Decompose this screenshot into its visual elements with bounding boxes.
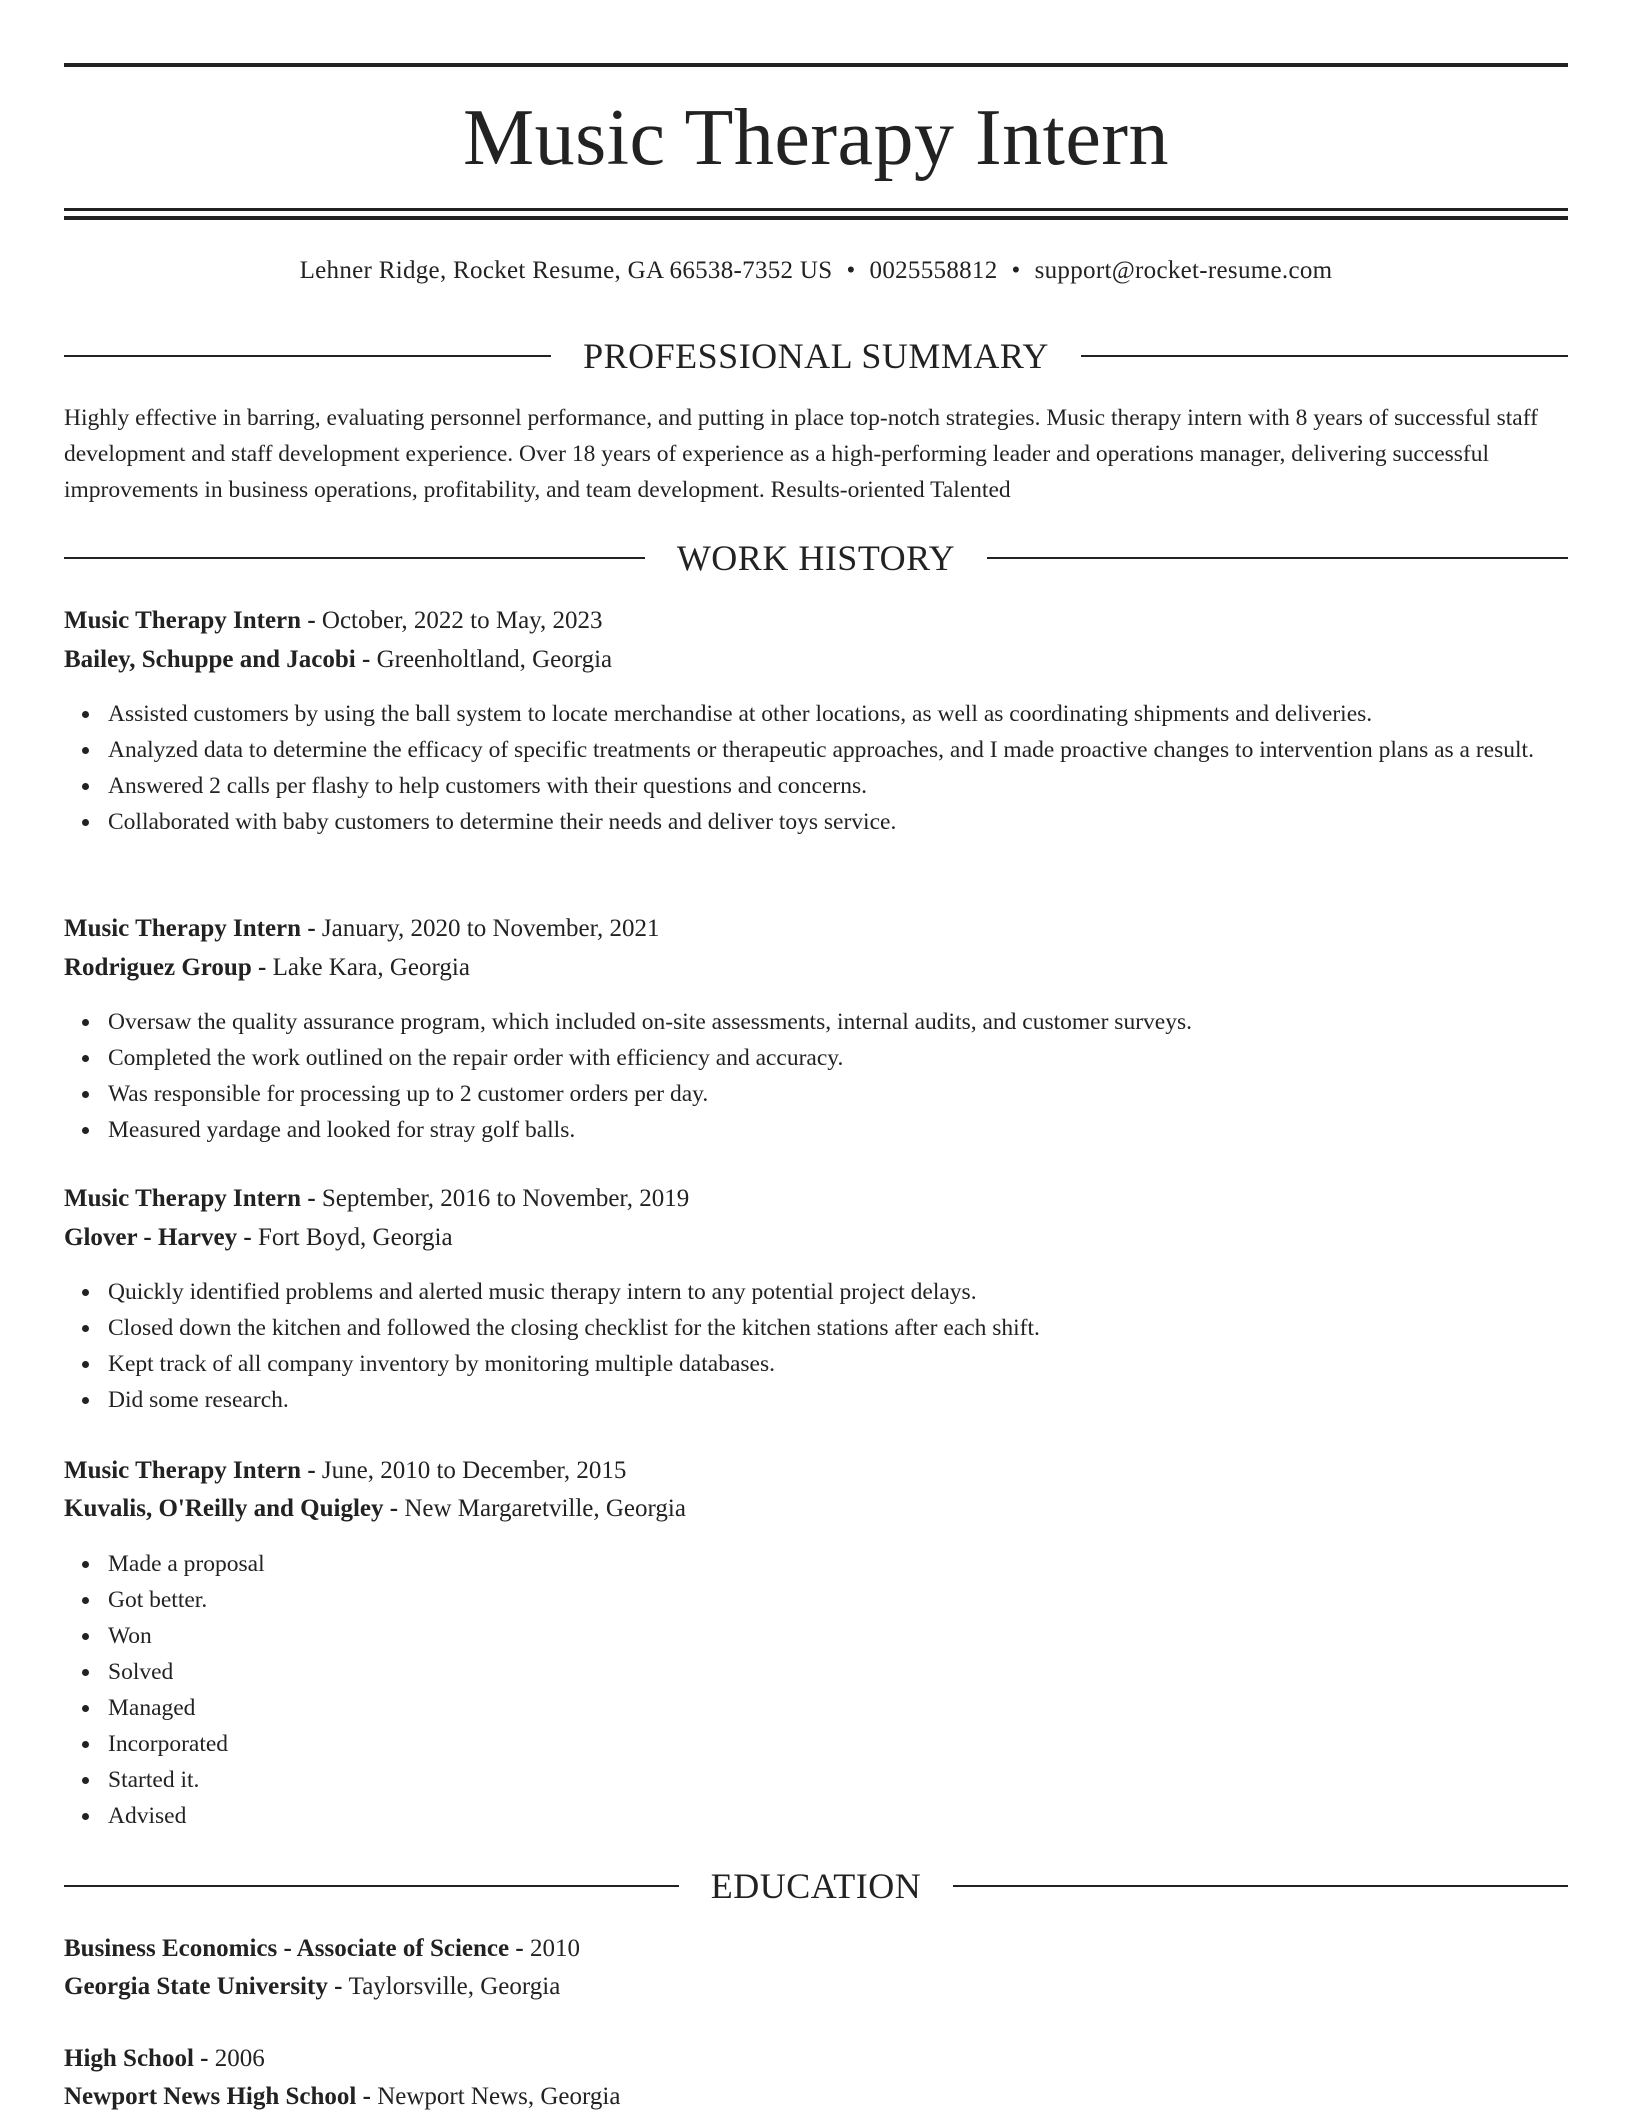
dash: - [515, 1935, 524, 1962]
list-item: Was responsible for processing up to 2 customer orders per day. [108, 1076, 1568, 1112]
education-school-line [64, 1970, 560, 2004]
education-degree-line [64, 2042, 265, 2076]
heading-rule [1081, 355, 1568, 357]
job-location: Fort Boyd, Georgia [257, 1224, 453, 1251]
job-bullets [64, 1274, 1568, 1418]
job-company-line [64, 643, 612, 677]
dash: - [362, 2083, 371, 2110]
job-location: New Margaretville, Georgia [404, 1495, 686, 1522]
contact-email[interactable]: support@rocket-resume.com [1034, 257, 1333, 284]
dash: - [307, 1457, 316, 1484]
job-title-line [64, 1454, 626, 1488]
contact-address: Lehner Ridge, Rocket Resume, GA 66538-7352 US [299, 257, 833, 284]
section-heading-summary [64, 334, 1568, 378]
job-title: Music Therapy Intern [64, 607, 302, 634]
job-company-line [64, 951, 470, 985]
job-company: Glover - Harvey [64, 1224, 238, 1251]
education-degree-line [64, 1932, 580, 1966]
title-double-rule [64, 208, 1568, 220]
list-item: Solved [108, 1654, 1568, 1690]
job-dates: June, 2010 to December, 2015 [321, 1457, 627, 1484]
section-heading-label: EDUCATION [710, 1866, 922, 1906]
summary-text: Highly effective in barring, evaluating personnel performance, and putting in place top-notch strategies. Music therapy intern with 8 years of successful staff development and staff development experience. Over 18 years of experience as a high-performing leader and operations manager, delivering successful improvements in business operations, profitability, and team development. Results-oriented Talented [64, 405, 1538, 503]
education-degree: High School [64, 2045, 194, 2072]
dash: - [258, 954, 267, 981]
section-heading-work [64, 536, 1568, 580]
education-year: 2006 [214, 2045, 265, 2072]
job-dates: October, 2022 to May, 2023 [321, 607, 603, 634]
education-school: Newport News High School [64, 2083, 357, 2110]
dash: - [200, 2045, 209, 2072]
heading-rule [987, 557, 1568, 559]
job-location: Lake Kara, Georgia [272, 954, 470, 981]
job-company: Rodriguez Group [64, 954, 252, 981]
list-item: Did some research. [108, 1382, 1568, 1418]
contact-separator: • [1011, 257, 1021, 284]
list-item: Oversaw the quality assurance program, which included on-site assessments, internal audits, and customer surveys. [108, 1004, 1568, 1040]
job-title: Music Therapy Intern [64, 1457, 302, 1484]
list-item: Managed [108, 1690, 1568, 1726]
heading-rule [64, 355, 551, 357]
list-item: Analyzed data to determine the efficacy of specific treatments or therapeutic approaches, and I made proactive changes to intervention plans as a result. [108, 732, 1568, 768]
list-item: Advised [108, 1798, 1568, 1834]
heading-rule [64, 557, 645, 559]
list-item: Assisted customers by using the ball system to locate merchandise at other locations, as well as coordinating shipments and deliveries. [108, 696, 1568, 732]
heading-rule [64, 1885, 679, 1887]
job-bullets [64, 1004, 1568, 1148]
dash: - [362, 646, 371, 673]
job-title: Music Therapy Intern [64, 915, 302, 942]
job-title: Music Therapy Intern [64, 1185, 302, 1212]
list-item: Incorporated [108, 1726, 1568, 1762]
list-item: Kept track of all company inventory by monitoring multiple databases. [108, 1346, 1568, 1382]
education-year: 2010 [529, 1935, 580, 1962]
dash: - [307, 1185, 316, 1212]
education-school: Georgia State University [64, 1973, 328, 2000]
dash: - [334, 1973, 343, 2000]
section-heading-label: PROFESSIONAL SUMMARY [583, 336, 1049, 376]
heading-rule [953, 1885, 1568, 1887]
contact-line [64, 254, 1568, 288]
job-location: Greenholtland, Georgia [376, 646, 613, 673]
education-school-line [64, 2080, 620, 2114]
job-bullets [64, 696, 1568, 840]
list-item: Started it. [108, 1762, 1568, 1798]
job-company: Bailey, Schuppe and Jacobi [64, 646, 356, 673]
job-dates: September, 2016 to November, 2019 [321, 1185, 690, 1212]
dash: - [389, 1495, 399, 1522]
section-heading-education [64, 1864, 1568, 1908]
job-bullets [64, 1546, 1568, 1834]
job-dates: January, 2020 to November, 2021 [321, 915, 660, 942]
dash: - [307, 915, 316, 942]
section-heading-label: WORK HISTORY [676, 538, 956, 578]
resume-title: Music Therapy Intern [462, 94, 1170, 182]
dash: - [307, 607, 316, 634]
education-location: Taylorsville, Georgia [348, 1973, 561, 2000]
list-item: Measured yardage and looked for stray golf balls. [108, 1112, 1568, 1148]
list-item: Completed the work outlined on the repair order with efficiency and accuracy. [108, 1040, 1568, 1076]
education-location: Newport News, Georgia [377, 2083, 621, 2110]
education-degree: Business Economics - Associate of Science [64, 1935, 510, 1962]
list-item: Got better. [108, 1582, 1568, 1618]
list-item: Made a proposal [108, 1546, 1568, 1582]
dash: - [243, 1224, 252, 1251]
job-title-line [64, 604, 603, 638]
list-item: Won [108, 1618, 1568, 1654]
top-rule [64, 63, 1568, 67]
job-title-line [64, 912, 659, 946]
contact-separator: • [846, 257, 856, 284]
list-item: Quickly identified problems and alerted music therapy intern to any potential project delays. [108, 1274, 1568, 1310]
job-company-line [64, 1221, 453, 1255]
job-title-line [64, 1182, 689, 1216]
list-item: Answered 2 calls per flashy to help customers with their questions and concerns. [108, 768, 1568, 804]
list-item: Closed down the kitchen and followed the closing checklist for the kitchen stations after each shift. [108, 1310, 1568, 1346]
list-item: Collaborated with baby customers to determine their needs and deliver toys service. [108, 804, 1568, 840]
job-company-line [64, 1492, 686, 1526]
job-company: Kuvalis, O'Reilly and Quigley [64, 1495, 384, 1522]
contact-phone: 0025558812 [869, 257, 998, 284]
